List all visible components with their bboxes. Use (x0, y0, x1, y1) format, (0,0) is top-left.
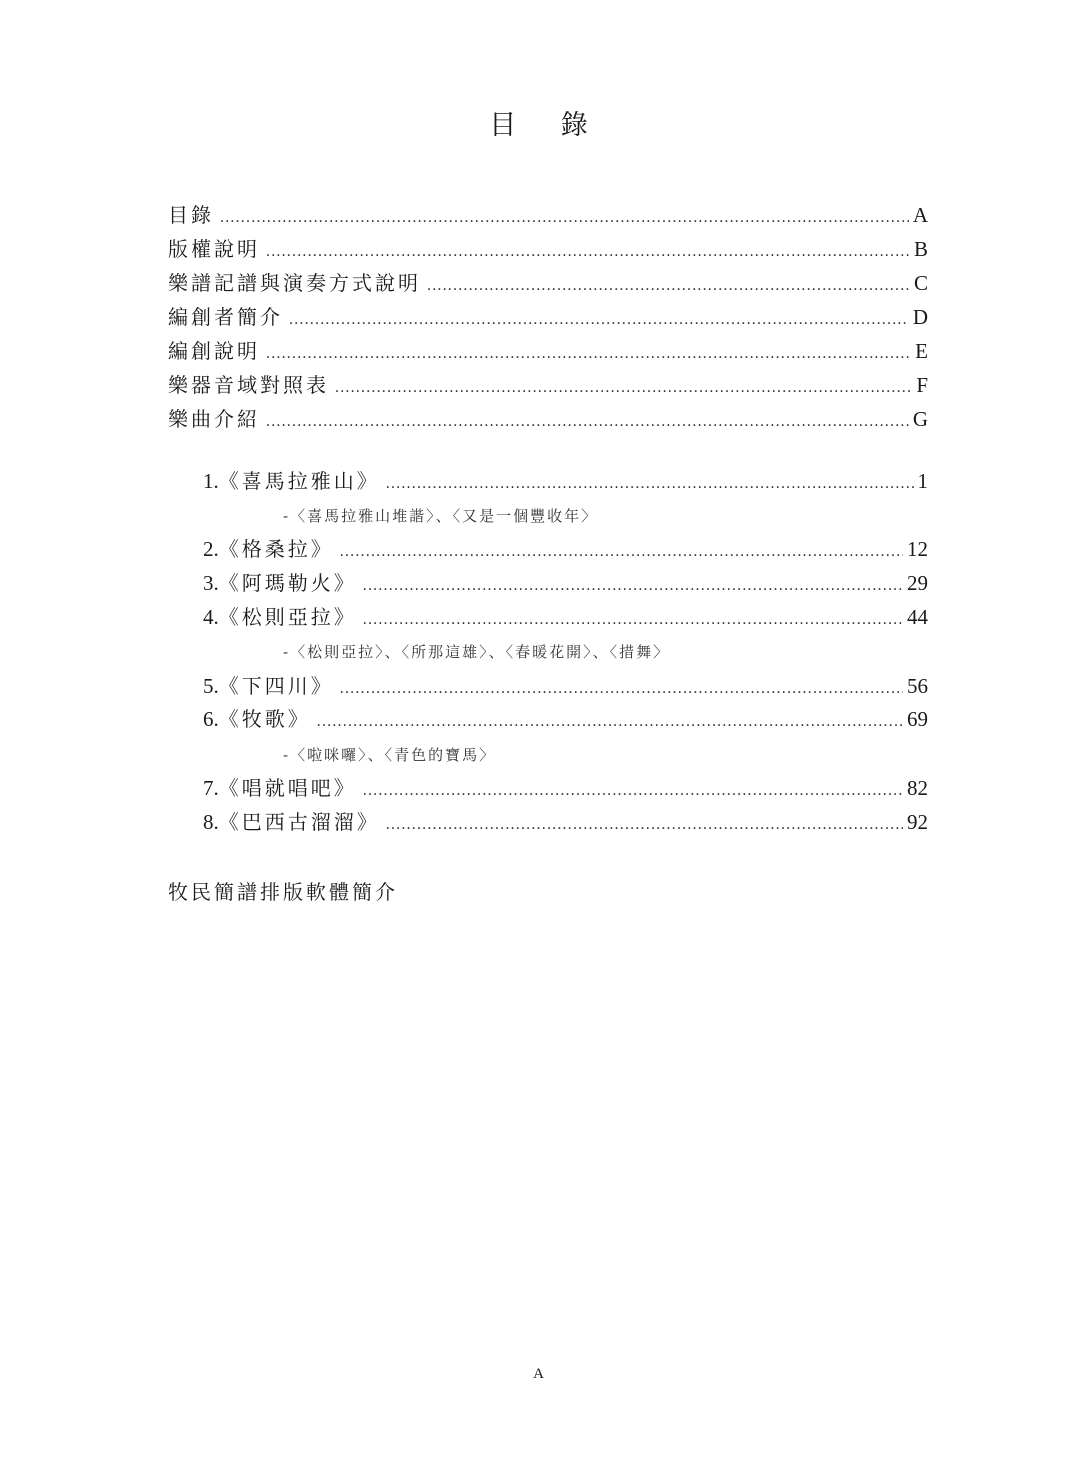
toc-entry-label: 樂譜記譜與演奏方式說明 (168, 271, 421, 295)
dot-leader (363, 777, 903, 805)
song-entry[interactable] (203, 535, 928, 563)
song-title: 《牧歌》 (218, 707, 311, 731)
toc-entry[interactable] (168, 235, 928, 263)
song-number: 4. (203, 605, 219, 629)
toc-entry[interactable] (168, 405, 928, 433)
toc-entry-page: G (912, 407, 928, 431)
toc-entry-page: A (912, 203, 928, 227)
toc-entry[interactable] (168, 303, 928, 331)
dot-leader (340, 675, 903, 703)
song-entry[interactable] (203, 467, 928, 495)
page-number: A (533, 1366, 544, 1382)
song-page: 1 (917, 469, 928, 493)
dot-leader (335, 374, 912, 402)
song-page: 44 (907, 605, 928, 629)
song-title: 《格桑拉》 (218, 537, 334, 561)
toc-entry-page: C (913, 271, 928, 295)
song-title: 《喜馬拉雅山》 (218, 469, 380, 493)
toc-entry-label: 編創說明 (168, 339, 260, 363)
appendix-entry[interactable]: 牧民簡譜排版軟體簡介 (168, 880, 398, 904)
toc-entry[interactable] (168, 269, 928, 297)
dot-leader (289, 306, 909, 334)
toc-entry[interactable] (168, 337, 928, 365)
song-entry[interactable] (203, 672, 928, 700)
song-entry[interactable] (203, 774, 928, 802)
dot-leader (266, 408, 909, 436)
song-number: 3. (203, 571, 219, 595)
dot-leader (363, 572, 903, 600)
song-page: 82 (907, 776, 928, 800)
toc-entry-label: 編創者簡介 (168, 305, 283, 329)
song-page: 69 (907, 707, 928, 731)
dot-leader (317, 708, 903, 736)
song-entry[interactable] (203, 808, 928, 836)
song-number: 8. (203, 810, 219, 834)
song-number: 1. (203, 469, 219, 493)
song-page: 12 (907, 537, 928, 561)
song-title: 《松則亞拉》 (218, 605, 357, 629)
dot-leader (386, 470, 914, 498)
toc-entry-label: 版權說明 (168, 237, 260, 261)
song-title: 《唱就唱吧》 (218, 776, 357, 800)
toc-entry-page: B (913, 237, 928, 261)
song-subtitle: -〈啦咪囉〉、〈青色的寶馬〉 (283, 746, 497, 764)
song-page: 29 (907, 571, 928, 595)
song-title: 《下四川》 (218, 674, 334, 698)
song-entry[interactable] (203, 603, 928, 631)
toc-entry-page: F (916, 373, 928, 397)
song-number: 2. (203, 537, 219, 561)
song-page: 92 (907, 810, 928, 834)
song-subtitle: -〈喜馬拉雅山堆諧〉、〈又是一個豐收年〉 (283, 507, 599, 525)
dot-leader (340, 538, 903, 566)
dot-leader (266, 238, 910, 266)
dot-leader (266, 340, 911, 368)
toc-entry-label: 樂器音域對照表 (168, 373, 329, 397)
toc-entry-page: D (912, 305, 928, 329)
toc-entry-page: E (915, 339, 928, 363)
song-number: 7. (203, 776, 219, 800)
song-subtitle: -〈松則亞拉〉、〈所那這雄〉、〈春暖花開〉、〈措舞〉 (283, 643, 671, 661)
page-title: 目 錄 (489, 110, 606, 141)
toc-entry-label: 目錄 (168, 203, 214, 227)
song-entry[interactable] (203, 705, 928, 733)
song-number: 6. (203, 707, 219, 731)
dot-leader (427, 272, 910, 300)
dot-leader (363, 606, 903, 634)
song-page: 56 (907, 674, 928, 698)
song-entry[interactable] (203, 569, 928, 597)
song-number: 5. (203, 674, 219, 698)
dot-leader (386, 811, 903, 839)
toc-entry[interactable] (168, 371, 928, 399)
toc-entry-label: 樂曲介紹 (168, 407, 260, 431)
toc-entry[interactable] (168, 201, 928, 229)
song-title: 《阿瑪勒火》 (218, 571, 357, 595)
song-title: 《巴西古溜溜》 (218, 810, 380, 834)
dot-leader (220, 204, 909, 232)
